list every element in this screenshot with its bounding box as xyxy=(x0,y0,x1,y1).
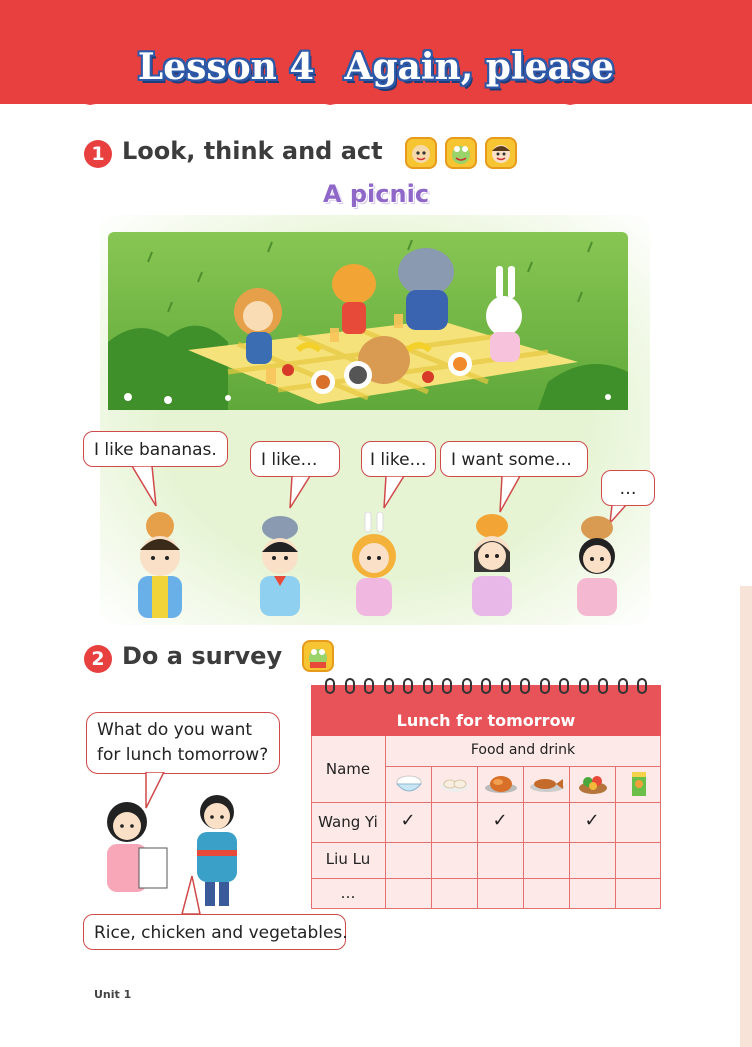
section-number-2: 2 xyxy=(84,645,112,673)
spiral-ring xyxy=(325,678,335,694)
bubble-tail xyxy=(496,476,526,516)
bubble-i-like-bananas: I like bananas. xyxy=(83,431,228,467)
survey-character-icon xyxy=(302,640,334,672)
spiral-ring xyxy=(618,678,628,694)
bubble-tail xyxy=(380,476,410,512)
lesson-title xyxy=(0,46,752,88)
unit-label: Unit 1 xyxy=(94,988,132,1001)
row-name-more: … xyxy=(340,884,356,902)
question-bubble xyxy=(86,712,280,774)
food-column-header: Food and drink xyxy=(470,742,576,758)
lesson-name: Again, please xyxy=(344,46,615,88)
question-line-1: What do you want xyxy=(97,720,253,740)
roast-chicken-icon xyxy=(485,776,517,793)
spiral-ring xyxy=(520,678,530,694)
row-name-wang-yi: Wang Yi xyxy=(318,813,378,831)
name-column-header: Name xyxy=(325,760,371,778)
vegetables-icon xyxy=(579,776,607,794)
section-number-1: 1 xyxy=(84,140,112,168)
food-icons-row xyxy=(386,767,661,802)
question-line-2: for lunch tomorrow? xyxy=(97,745,269,765)
dumplings-icon xyxy=(441,780,469,792)
torn-paper-edge xyxy=(0,88,752,110)
answer-bubble: Rice, chicken and vegetables. xyxy=(83,914,346,950)
grid-line xyxy=(311,878,661,879)
grid-line xyxy=(311,842,661,843)
grid-line xyxy=(311,802,661,803)
spiral-ring xyxy=(364,678,374,694)
survey-table-title: Lunch for tomorrow xyxy=(311,705,661,736)
juice-box-icon xyxy=(632,772,646,796)
frog-face-icon xyxy=(445,137,477,169)
spiral-ring xyxy=(423,678,433,694)
rice-bowl-icon xyxy=(397,776,421,791)
bubble-tail xyxy=(286,476,316,512)
spiral-ring xyxy=(637,678,647,694)
spiral-ring xyxy=(559,678,569,694)
spiral-ring xyxy=(481,678,491,694)
bubble-i-like-2: I like… xyxy=(361,441,436,477)
section-title-look-think-act: Look, think and act xyxy=(122,137,383,165)
scene-title: A picnic xyxy=(322,180,430,208)
bubble-i-like-1: I like… xyxy=(250,441,340,477)
spiral-ring xyxy=(501,678,511,694)
picnic-illustration xyxy=(108,232,628,410)
side-tab-strip xyxy=(740,586,752,1047)
row-name-liu-lu: Liu Lu xyxy=(325,850,371,868)
check-mark: ✓ xyxy=(584,810,600,831)
bubble-ellipsis: … xyxy=(601,470,655,506)
bubble-i-want-some: I want some… xyxy=(440,441,588,477)
monkey-face-icon xyxy=(405,137,437,169)
spiral-ring xyxy=(345,678,355,694)
spiral-ring xyxy=(442,678,452,694)
section-title-do-a-survey: Do a survey xyxy=(122,642,283,670)
children-with-animal-hats xyxy=(112,512,642,624)
spiral-rings xyxy=(311,678,661,698)
spiral-ring xyxy=(579,678,589,694)
child-face-icon xyxy=(485,137,517,169)
spiral-ring xyxy=(598,678,608,694)
spiral-ring xyxy=(462,678,472,694)
spiral-ring xyxy=(540,678,550,694)
check-mark: ✓ xyxy=(492,810,508,831)
fish-icon xyxy=(530,779,564,792)
lesson-number: Lesson 4 xyxy=(137,46,315,88)
bubble-tail xyxy=(178,872,208,918)
check-mark: ✓ xyxy=(400,810,416,831)
bubble-tail xyxy=(130,466,160,510)
spiral-ring xyxy=(403,678,413,694)
spiral-ring xyxy=(384,678,394,694)
